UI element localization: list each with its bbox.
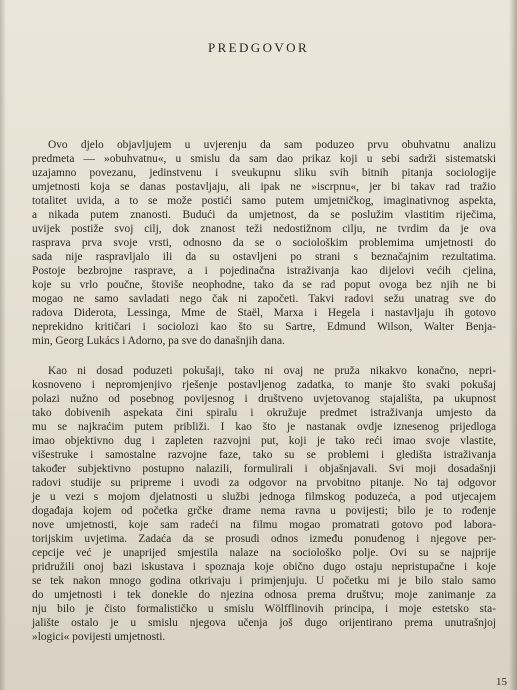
text-line: pridružili onoj bazi iskustava i spoznaja koje obično dugo ostaju nepristupačne i koje (32, 561, 496, 573)
text-line: Kao ni dosad poduzeti pokušaji, tako ni ovaj ne pruža nikakvo konačno, nepri- (48, 365, 496, 377)
page-edge-shadow (509, 0, 517, 690)
text-line: umjetnosti koja se danas postavljaju, ali ipak ne »iscrpnu«, jer bi takav rad tražio (32, 181, 496, 193)
text-line: imao objektivno dug i zapleten razvojni put, koji je tako reći imao svoje vlastite, (32, 435, 496, 447)
text-line: Postoje bezbrojne rasprave, a i pojedinačna istraživanja kao dijelovi većih cjelina, (32, 265, 496, 277)
text-line: mu se najkraćim putem približi. I kao što je nastanak ovdje iznesenog prijedloga (32, 421, 496, 433)
text-line: sada nije raspravljalo ili da su ostavljeni po strani s beznačajnim rezultatima. (32, 251, 496, 263)
text-line: radovi studije su pripreme i uvodi za odgovor na prvobitno pitanje. No taj odgovor (32, 477, 496, 489)
text-line: mogao ne samo savladati nego čak ni započeti. Takvi radovi sežu unatrag sve do (32, 293, 496, 305)
page-gutter-shadow (0, 0, 6, 690)
text-line: do umjetnosti i tek donekle do njezina odnosa prema društvu; moje zanimanje za (32, 589, 496, 601)
page-title: PREDGOVOR (207, 40, 310, 55)
text-line: događaja kojem od početka grčke drame nema ravna u povijesti; bilo je to rođenje (32, 505, 496, 517)
text-line: višestruke i samostalne razvojne faze, tako su se problemi i gledišta istraživanja (32, 449, 496, 461)
text-line: uvijek postiže svoj cilj, dok znanost teži nedostižnom cilju, ne tvrdim da je ova (32, 223, 496, 235)
text-line: se tek nakon mnogo godina otkrivaju i primjenjuju. U početku mi je bilo stalo samo (32, 575, 496, 587)
text-line: torijskim uvjetima. Zadaća da se prosudi odnos između ponuđenog i njegove per- (32, 533, 496, 545)
text-line: rasprava prva svoje vrsti, odnosno da se o sociološkim problemima umjetnosti do (32, 237, 496, 249)
text-line: nove umjetnosti, koje sam radeći na filmu mogao promatrati gotovo pod labora- (32, 519, 496, 531)
text-line: radova Diderota, Lessinga, Mme de Staël, Marxa i Hegela i nastavljaju ih gotovo (32, 307, 496, 319)
text-line: »logici« povijesti umjetnosti. (32, 631, 166, 643)
text-line: također subjektivno postupno nalazili, formulirali i objašnjavali. Svi moji dosadašnji (32, 463, 496, 475)
text-line: totalitet uvida, a to se može postići samo putem umjetničkog, imaginativnog aspekta, (32, 195, 496, 207)
text-line: cepcije već je unaprijed smjestila nalaze na sociološko polje. Ovi su se najprije (32, 547, 496, 559)
text-line: koje su vrlo poučne, štoviše neophodne, tako da se rad poput ovoga bez njih ne bi (32, 279, 496, 291)
text-line: Ovo djelo objavljujem u uvjerenju da sam poduzeo prvu obuhvatnu analizu (48, 139, 496, 151)
text-line: jalište ostalo je u smislu njegova učenja još dugo orijentirano prema unutrašnjoj (32, 617, 496, 629)
text-line: neprekidno kritičari i sociolozi kao što su Sartre, Edmund Wilson, Walter Benja- (32, 321, 496, 333)
text-line: min, Georg Lukács i Adorno, pa sve do današnjih dana. (32, 335, 285, 347)
text-line: a nikada putem znanosti. Budući da umjetnost, da se poslužim vlastitim riječima, (32, 209, 496, 221)
text-line: kosnoveno i nepromjenjivo rješenje postavljenog zadatka, to manje što svaki pokušaj (32, 379, 496, 391)
text-line: je u vezi s mojom djelatnosti u službi jednoga filmskog poduzeća, a pod utjecajem (32, 491, 496, 503)
text-line: uzajamno povezanu, jedinstvenu i sveukupnu sliku svih bitnih pitanja sociologije (32, 167, 496, 179)
text-line: nju bilo je čisto formalističko u smislu Wölfflinovih principa, i moje estetsko sta- (32, 603, 496, 615)
text-line: polazi nužno od posebnog povijesnog i društveno uvjetovanog stajališta, pa ukupnost (32, 393, 496, 405)
page-number: 15 (496, 676, 507, 688)
text-line: predmeta — »obuhvatnu«, u smislu da sam dao prikaz koji u sebi sadrži sistematski (32, 153, 496, 165)
text-line: tako dobivenih aspekata čini spiralu i okružuje predmet istraživanja umjesto da (32, 407, 496, 419)
